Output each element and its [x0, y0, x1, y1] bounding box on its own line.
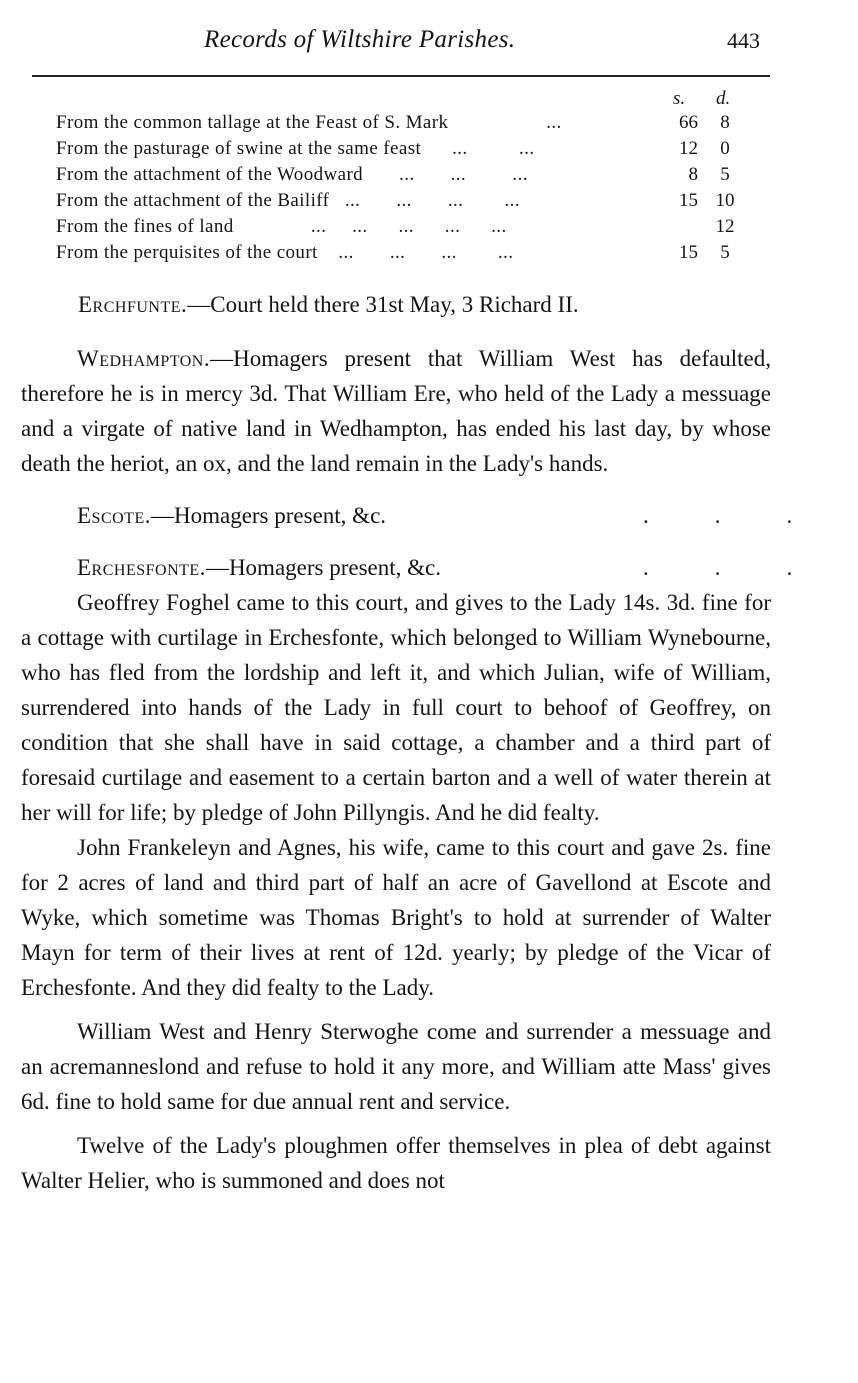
account-item-label: From the attachment of the Bailiff ... ... ... ...	[56, 190, 520, 211]
court-place: Erchfunte.	[78, 292, 188, 317]
account-pence: 12	[715, 216, 735, 237]
account-pence: 8	[720, 112, 730, 133]
accounts-row	[56, 110, 746, 136]
account-pence: 0	[720, 138, 730, 159]
account-shillings: 15	[679, 242, 698, 263]
place-name: Erchesfonte.	[77, 555, 206, 580]
account-item-label: From the attachment of the Woodward ... ... ...	[56, 164, 528, 185]
accounts-header-row	[56, 88, 746, 110]
court-heading	[78, 292, 579, 318]
paragraph-text: —Homagers present, &c.	[205, 555, 441, 580]
page-header	[0, 26, 800, 66]
paragraph-foghel: Geoffrey Foghel came to this court, and gives to the Lady 14s. 3d. fine for a cottage with curtilage in Erchesfonte, which belonged to William Wynebourne, who has fled from the lordship and left it, and which Julian, wife of William, surrendered into hands of the Lady in full court to behoof of Geoffrey, on condition that she shall have in said cottage, a chamber and a third part of foresaid curtilage and easement to a certain barton and a well of water therein at her will for life; by pledge of John Pillyngis. And he did fealty.	[21, 590, 771, 825]
accounts-row	[56, 188, 746, 214]
accounts-table	[56, 88, 746, 266]
paragraph-escote	[21, 498, 858, 533]
account-shillings: 12	[679, 138, 698, 159]
paragraph-frankeleyn: John Frankeleyn and Agnes, his wife, came to this court and gave 2s. fine for 2 acres of land and third part of half an acre of Gavellond at Escote and Wyke, which sometime was Thomas Bright's to hold at surrender of Walter Mayn for term of their lives at rent of 12d. yearly; by pledge of the Vicar of Erchesfonte. And they did fealty to the Lady.	[21, 835, 771, 1000]
place-name: Escote.	[77, 503, 151, 528]
paragraph-text: —Homagers present that William West has defaulted, therefore he is in mercy 3d. That William Ere, who held of the Lady a messuage and a virgate of native land in Wedhampton, has ended his last day, by whose death the heriot, an ox, and the land remain in the Lady's hands.	[21, 346, 771, 476]
paragraph-text: —Homagers present, &c.	[150, 503, 387, 528]
accounts-row	[56, 214, 746, 240]
paragraph-west: William West and Henry Sterwoghe come and surrender a messuage and an acremanneslond and refuse to hold it any more, and William atte Mass' gives 6d. fine to hold same for due annual rent and service.	[21, 1019, 771, 1114]
court-text: —Court held there 31st May, 3 Richard II.	[187, 292, 579, 317]
accounts-row	[56, 162, 746, 188]
account-shillings: 15	[679, 190, 698, 211]
accounts-rows	[56, 110, 746, 266]
paragraph-ploughmen: Twelve of the Lady's ploughmen offer themselves in plea of debt against Walter Helier, who is summoned and does not	[21, 1133, 771, 1193]
account-item-label: From the perquisites of the court ... ... ... ...	[56, 242, 514, 263]
place-name: Wedhampton.	[77, 346, 211, 371]
ellipsis-dots: ...	[643, 555, 858, 580]
account-item-label: From the pasturage of swine at the same feast ... ...	[56, 138, 535, 159]
account-pence: 5	[720, 242, 730, 263]
body-text	[21, 341, 858, 1198]
paragraph-wedhampton	[21, 341, 771, 481]
ellipsis-dots: ...	[643, 503, 858, 528]
running-title: Records of Wiltshire Parishes.	[204, 26, 516, 53]
account-item-label: From the common tallage at the Feast of S. Mark ...	[56, 112, 562, 133]
pence-column-header: d.	[716, 88, 731, 109]
shillings-column-header: s.	[673, 88, 686, 109]
account-item-label: From the fines of land ... ... ... ... ...	[56, 216, 507, 237]
header-rule	[32, 75, 770, 77]
account-shillings: 8	[688, 164, 698, 185]
accounts-row	[56, 240, 746, 266]
paragraph-erchesfonte	[21, 550, 858, 585]
page-number: 443	[727, 28, 760, 53]
account-pence: 5	[720, 164, 730, 185]
account-shillings: 66	[679, 112, 698, 133]
accounts-row	[56, 136, 746, 162]
account-pence: 10	[715, 190, 735, 211]
